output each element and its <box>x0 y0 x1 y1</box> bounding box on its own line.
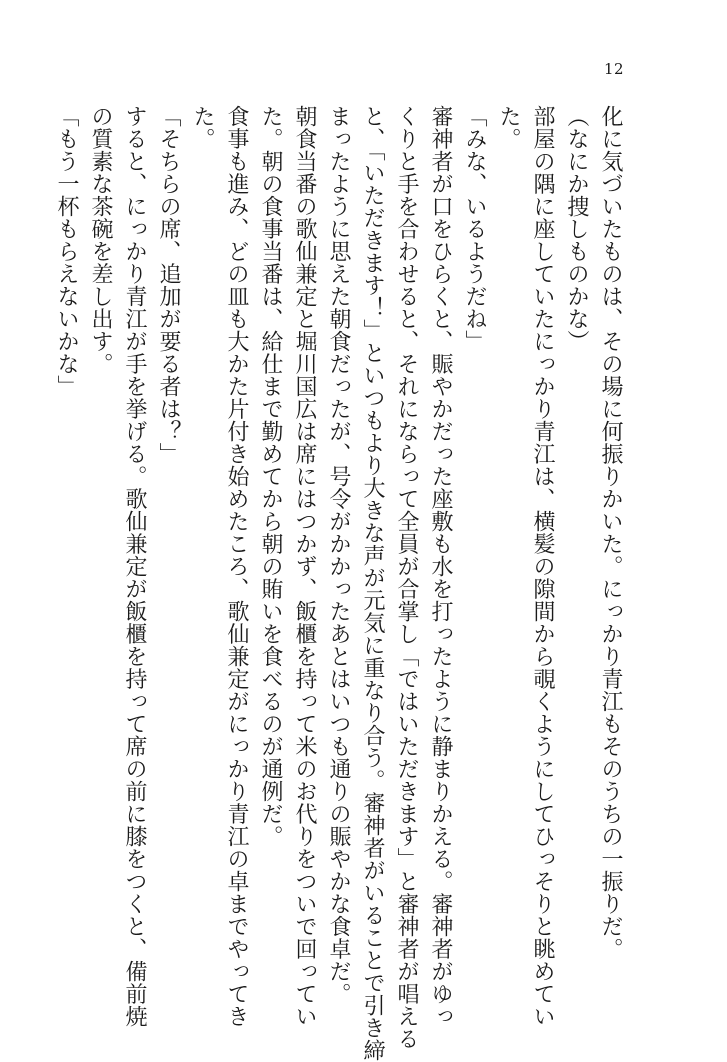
text-line: の質素な茶碗を差し出す。 <box>88 105 113 375</box>
text-line: 朝食当番の歌仙兼定と堀川国広は席にはつかず、飯櫃を持って米のお代りをついで回ってい <box>292 105 317 1028</box>
page-number: 12 <box>604 60 625 78</box>
text-line: た。 <box>496 105 521 150</box>
text-line: （なにか捜しものかな） <box>564 105 589 353</box>
text-line: 「みな、いるようだね」 <box>462 105 487 353</box>
text-line: 食事も進み、どの皿も大かた片付き始めたころ、歌仙兼定がにっかり青江の卓までやってき <box>224 105 249 1028</box>
text-line: た。朝の食事当番は、給仕まで勤めてから朝の賄いを食べるのが通例だ。 <box>258 105 283 848</box>
text-line: 部屋の隅に座していたにっかり青江は、横髪の隙間から覗くようにしてひっそりと眺めてい <box>530 105 555 1028</box>
text-line: 審神者が口をひらくと、賑やかだった座敷も水を打ったように静まりかえる。審神者がゆっ <box>428 105 453 1028</box>
text-line: くりと手を合わせると、それにならって全員が合掌し「ではいただきます」と審神者が唱える <box>394 105 419 1050</box>
text-line: と、「いただきます！」といつもより大きな声が元気に重なり合う。審神者がいることで引き締 <box>360 105 385 1062</box>
vertical-text-body <box>49 105 627 1062</box>
text-line: 化に気づいたものは、その場に何振りかいた。にっかり青江もそのうちの一振りだ。 <box>598 105 623 960</box>
text-line: 「もう一杯もらえないかな」 <box>54 105 79 398</box>
text-line: まったように思えた朝食だったが、号令がかかったあとはいつも通りの賑やかな食卓だ。 <box>326 105 351 1005</box>
text-line: 「そちらの席、追加が要る者は？」 <box>156 105 181 465</box>
text-line: た。 <box>190 105 215 150</box>
text-line: すると、にっかり青江が手を挙げる。歌仙兼定が飯櫃を持って席の前に膝をつくと、備前焼 <box>122 105 147 1028</box>
